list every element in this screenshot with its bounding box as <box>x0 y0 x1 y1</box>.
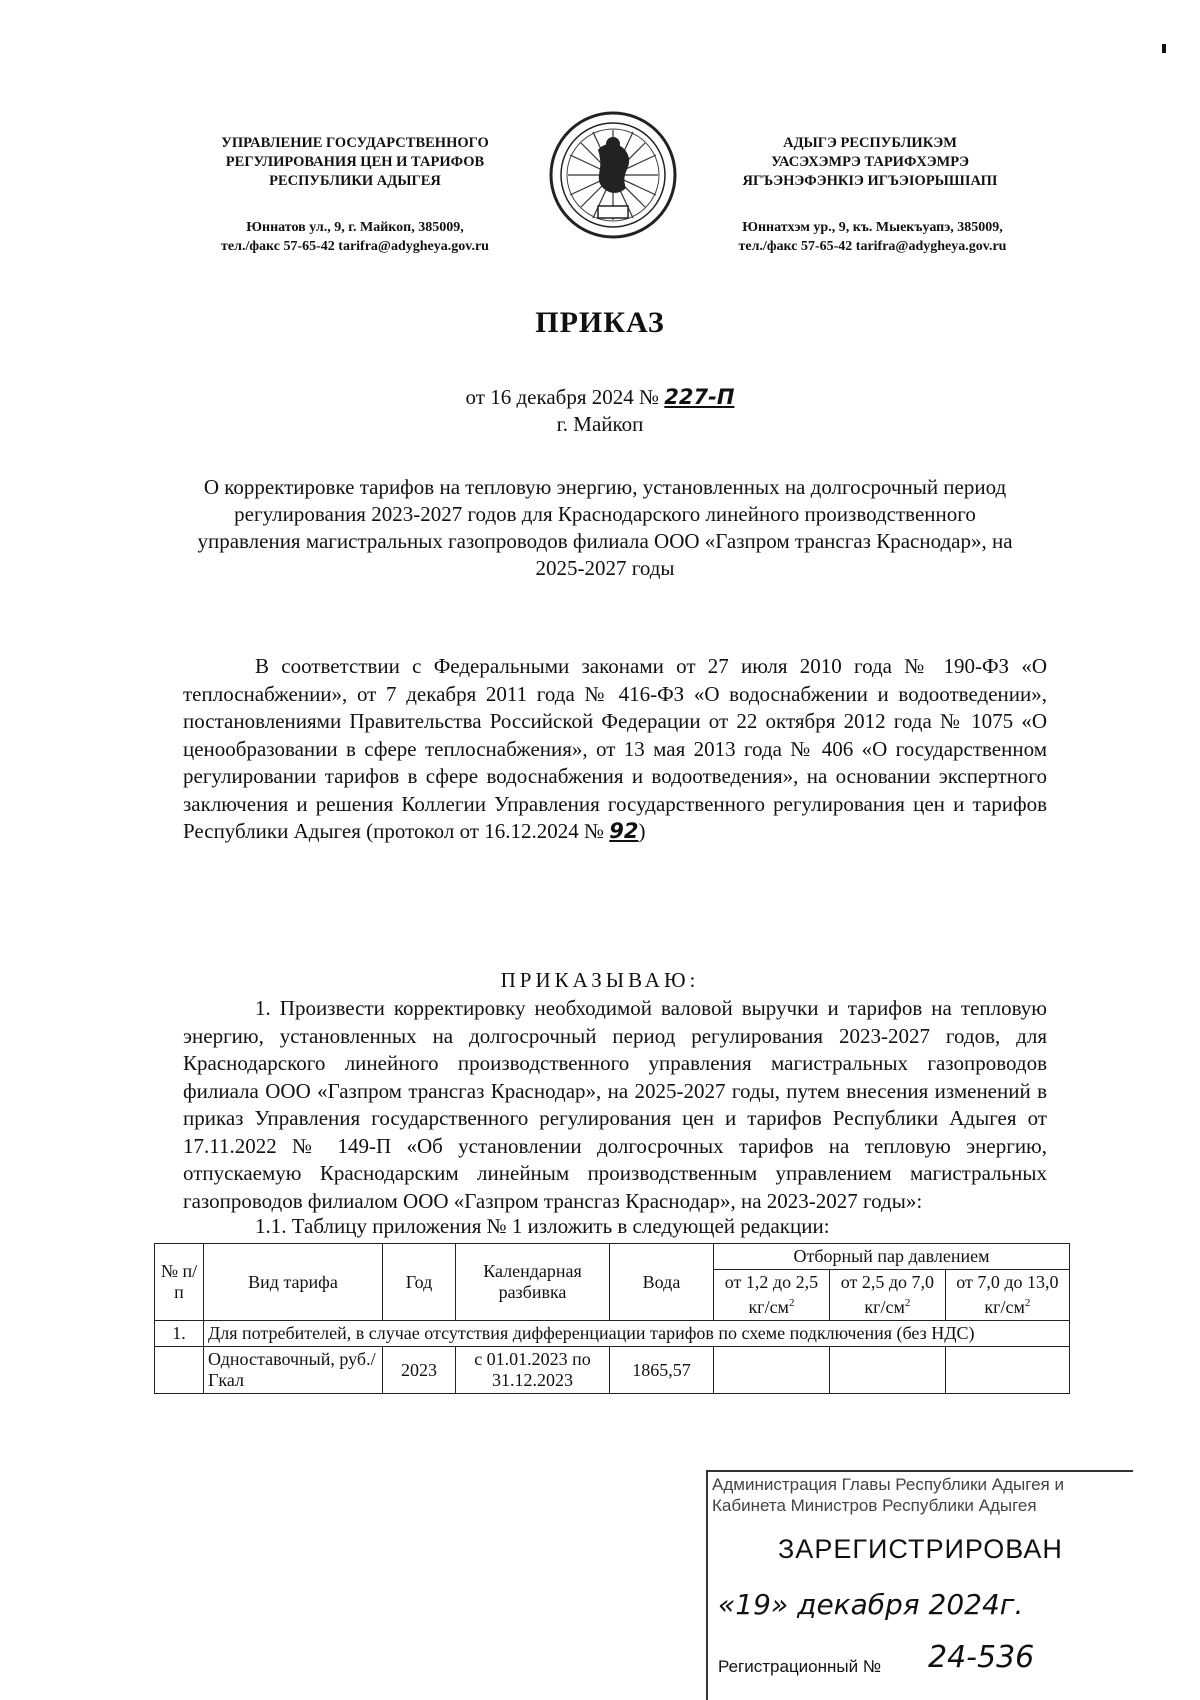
protocol-number: 92 <box>609 819 639 843</box>
address-line: Юннатов ул., 9, г. Майкоп, 385009, <box>246 220 464 235</box>
sup: 2 <box>904 1297 911 1309</box>
row-water: 1865,57 <box>610 1347 714 1394</box>
order-subject: О корректировке тарифов на тепловую энергию, установленных на долгосрочный период регулирования 2023-2027 годов для Краснодарского линейного производственного управления магистральных газопроводов филиала ООО «Газпром трансгаз Краснодар», на 2025-2027 годы <box>197 475 1013 580</box>
header-right <box>690 134 1050 191</box>
header-left-line: РЕСПУБЛИКИ АДЫГЕЯ <box>269 173 441 189</box>
header-right-line: АДЫГЭ РЕСПУБЛИКЭМ <box>783 135 957 151</box>
row-year: 2023 <box>383 1347 456 1394</box>
sup: 2 <box>788 1297 795 1309</box>
stamp-reg-number: 24-536 <box>928 1640 1035 1675</box>
order-number: 227-П <box>664 385 735 409</box>
row-category: Для потребителей, в случае отсутствия дифференциации тарифов по схеме подключения (без НДС) <box>204 1321 1070 1347</box>
order-date: от 16 декабря 2024 № <box>465 385 660 409</box>
order-date-line <box>0 385 1200 410</box>
col-header-number: № п/п <box>155 1244 204 1321</box>
table-header-row <box>155 1244 1070 1270</box>
stamp-date: «19» декабря 2024г. <box>718 1588 1024 1621</box>
col-header-pressure-3 <box>945 1270 1069 1321</box>
stamp-reg-label: Регистрационный № <box>718 1657 882 1676</box>
city: г. Майкоп <box>556 412 644 436</box>
table-row <box>155 1347 1070 1394</box>
pressure-2-label: от 2,5 до 7,0 кг/см <box>840 1272 934 1317</box>
col-header-period: Календарная разбивка <box>456 1244 610 1321</box>
row-pressure-1 <box>714 1347 830 1394</box>
preamble-text: В соответствии с Федеральными законами от 27 июля 2010 года № 190-ФЗ «О теплоснабжении», от 7 декабря 2011 года № 416-ФЗ «О водоснабжении и водоотведении», постановлениями Правительства Российской Федерации от 22 октября 2012 года № 1075 «О ценообразовании в сфере теплоснабжения», от 13 мая 2013 года № 406 «О государственном регулировании тарифов в сфере водоснабжения и водоотведения», на основании экспертного заключения и решения Коллегии Управления государственного регулирования цен и тарифов Республики Адыгея (протокол от 16.12.2024 № <box>183 654 1047 843</box>
stamp-registered: ЗАРЕГИСТРИРОВАН <box>778 1534 1063 1564</box>
page-mark <box>1162 44 1166 53</box>
header-left-address <box>165 218 545 256</box>
adygea-coat-of-arms-icon <box>548 110 678 240</box>
col-header-pressure-2 <box>829 1270 945 1321</box>
address-line: Юннатхэм ур., 9, къ. Мыекъуапэ, 385009, <box>742 220 1003 235</box>
item-1-1-paragraph: 1.1. Таблицу приложения № 1 изложить в следующей редакции: <box>255 1214 830 1238</box>
registration-stamp <box>706 1470 1133 1700</box>
preamble-end: ) <box>638 819 646 843</box>
address-line: тел./факс 57-65-42 tarifra@adygheya.gov.ru <box>221 239 489 254</box>
stamp-organization: Администрация Главы Республики Адыгея и Кабинета Министров Республики Адыгея <box>712 1475 1064 1515</box>
row-number: 1. <box>155 1321 204 1347</box>
col-header-year: Год <box>383 1244 456 1321</box>
header-left-line: УПРАВЛЕНИЕ ГОСУДАРСТВЕННОГО <box>221 135 489 151</box>
col-header-water: Вода <box>610 1244 714 1321</box>
pressure-3-label: от 7,0 до 13,0 кг/см <box>956 1272 1059 1317</box>
pressure-1-label: от 1,2 до 2,5 кг/см <box>724 1272 819 1317</box>
col-header-pressure-1 <box>714 1270 830 1321</box>
row-period: с 01.01.2023 по 31.12.2023 <box>456 1347 610 1394</box>
address-line: тел./факс 57-65-42 tarifra@adygheya.gov.ru <box>738 239 1007 254</box>
row-pressure-2 <box>829 1347 945 1394</box>
document-title: ПРИКАЗ <box>535 306 665 339</box>
row-tariff-type: Одноставочный, руб./Гкал <box>204 1347 383 1394</box>
row-pressure-3 <box>945 1347 1069 1394</box>
header-right-line: ЯГЪЭНЭФЭНКIЭ ИГЪЭIОРЫШIАПI <box>742 173 998 189</box>
header-left-line: РЕГУЛИРОВАНИЯ ЦЕН И ТАРИФОВ <box>225 154 485 170</box>
sup: 2 <box>1024 1297 1031 1309</box>
col-header-steam: Отборный пар давлением <box>714 1244 1070 1270</box>
row-number-empty <box>155 1347 204 1394</box>
preamble-paragraph <box>183 653 1047 846</box>
header-right-line: УАСЭХЭМРЭ ТАРИФХЭМРЭ <box>771 154 969 170</box>
header-left <box>175 134 535 191</box>
header-right-address <box>685 218 1060 256</box>
table-row <box>155 1321 1070 1347</box>
item-1-paragraph: 1. Произвести корректировку необходимой валовой выручки и тарифов на тепловую энергию, установленных на долгосрочный период регулирования 2023-2027 годов, для Краснодарского линейного производственного управления магистральных газопроводов филиала ООО «Газпром трансгаз Краснодар», на 2025-2027 годы, путем внесения изменений в приказ Управления государственного регулирования цен и тарифов Республики Адыгея от 17.11.2022 № 149-П «Об установлении долгосрочных тарифов на тепловую энергию, отпускаемую Краснодарским линейным производственным управлением магистральных газопроводов филиалом ООО «Газпром трансгаз Краснодар», на 2023-2027 годы»: <box>183 996 1047 1213</box>
tariff-table <box>154 1243 1070 1394</box>
order-word: ПРИКАЗЫВАЮ: <box>500 968 700 992</box>
col-header-tariff-type: Вид тарифа <box>204 1244 383 1321</box>
